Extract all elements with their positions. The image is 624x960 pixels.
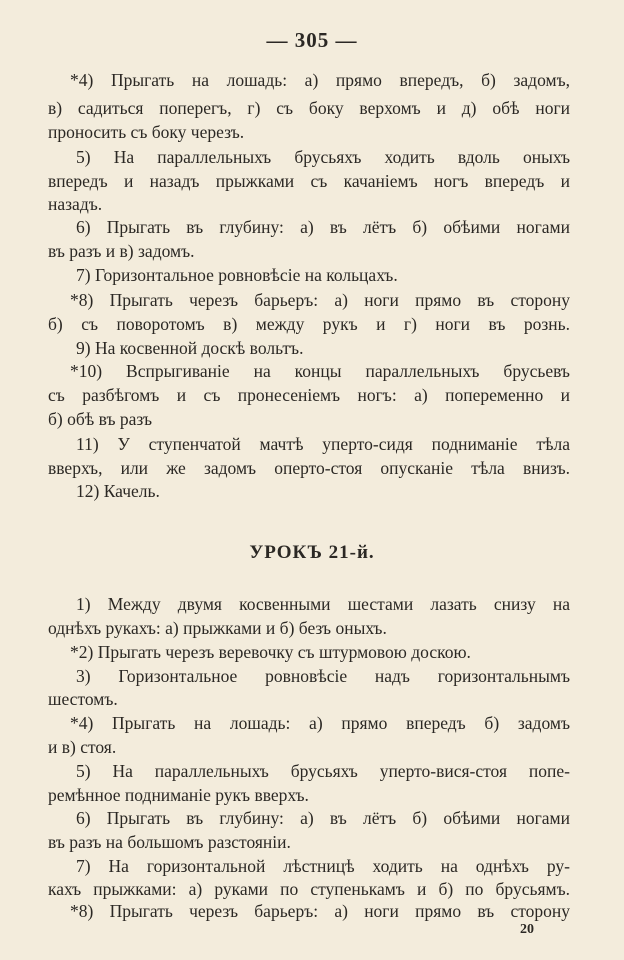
text-line: 7) На горизонтальной лѣстницѣ ходить на однѣхъ ру- [76,856,570,876]
text-line: *8) Прыгать черезъ барьеръ: а) ноги прямо въ сторону [70,290,570,310]
text-line: въ разъ на большомъ разстояніи. [48,832,291,852]
text-line: кахъ прыжками: а) руками по ступенькамъ и б) по брусьямъ. [48,879,570,899]
text-line: 6) Прыгать въ глубину: а) въ лётъ б) обѣими ногами [76,217,570,237]
text-line: *10) Вспрыгиваніе на концы параллельныхъ брусьевъ [70,361,570,381]
text-line: *2) Прыгать черезъ веревочку съ штурмовою доскою. [70,642,471,662]
page-number: — 305 — [266,28,358,52]
text-line: в) садиться поперегъ, г) съ боку верхомъ и д) обѣ ноги [48,98,570,118]
text-line: ремѣнное подниманіе рукъ вверхъ. [48,785,309,805]
text-line: 5) На параллельныхъ брусьяхъ ходить вдоль оныхъ [76,147,570,167]
text-line: вверхъ, или же задомъ оперто-стоя опусканіе тѣла внизъ. [48,458,570,478]
text-line: шестомъ. [48,689,118,709]
text-line: *4) Прыгать на лошадь: а) прямо впередъ б) задомъ [70,713,570,733]
text-line: проносить съ боку черезъ. [48,122,245,142]
text-line: *4) Прыгать на лошадь: а) прямо впередъ, б) задомъ, [70,70,570,90]
text-line: 1) Между двумя косвенными шестами лазать снизу на [76,594,570,614]
text-line: назадъ. [48,194,103,214]
lesson-heading: УРОКЪ 21-й. [249,542,375,563]
text-line: 6) Прыгать въ глубину: а) въ лётъ б) обѣими ногами [76,808,570,828]
text-line: 12) Качель. [76,481,160,501]
text-line: 5) На параллельныхъ брусьяхъ уперто-вися-стоя попе- [76,761,570,781]
text-line: 9) На косвенной доскѣ вольтъ. [76,338,304,358]
text-line: въ разъ и в) задомъ. [48,241,195,261]
signature-mark: 20 [520,922,534,937]
text-line: *8) Прыгать черезъ барьеръ: а) ноги прямо въ сторону [70,901,570,921]
text-line: 11) У ступенчатой мачтѣ уперто-сидя подниманіе тѣла [76,434,570,454]
text-line: съ разбѣгомъ и съ пронесеніемъ ногъ: а) попеременно и [48,385,570,405]
text-line: б) обѣ въ разъ [48,409,153,429]
text-line: впередъ и назадъ прыжками съ качаніемъ ногъ впередъ и [48,171,570,191]
text-line: 3) Горизонтальное ровновѣсіе надъ горизонтальнымъ [76,666,570,686]
text-line: б) съ поворотомъ в) между рукъ и г) ноги въ рознь. [48,314,570,334]
text-line: однѣхъ рукахъ: а) прыжками и б) безъ оныхъ. [48,618,387,638]
text-line: и в) стоя. [48,737,117,757]
text-line: 7) Горизонтальное ровновѣсіе на кольцахъ. [76,265,398,285]
